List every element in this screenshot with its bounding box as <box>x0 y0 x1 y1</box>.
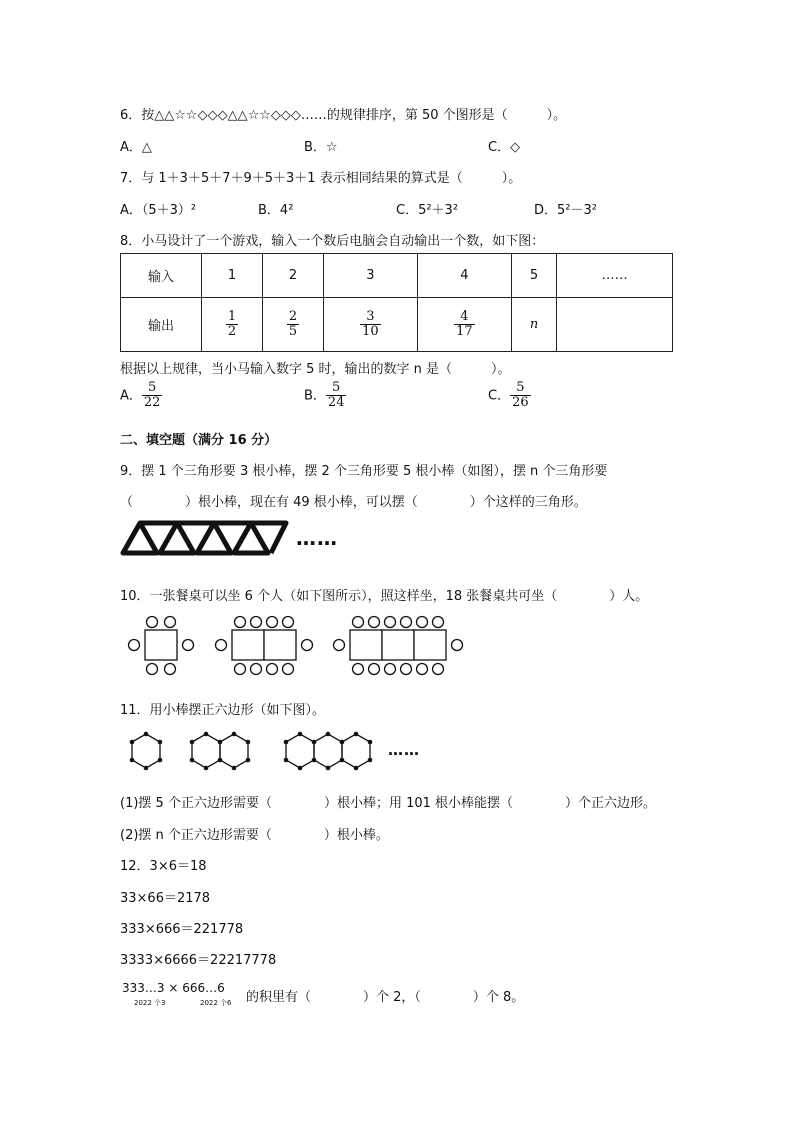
triangle-shape <box>234 523 268 553</box>
fraction <box>510 381 531 411</box>
q7-option-d: D．5²－3² <box>534 203 597 218</box>
seat-shape <box>401 617 412 628</box>
q8-option-a <box>120 381 162 411</box>
q6-text: 6．按△△☆☆◇◇◇△△☆☆◇◇◇……的规律排序，第 50 个图形是（ ）。 <box>120 108 567 123</box>
fraction <box>226 310 238 340</box>
table-shape <box>414 630 446 660</box>
q12-line: 333×666＝221778 <box>120 922 244 937</box>
input-cell: 5 <box>511 254 556 298</box>
io-output-row <box>121 298 673 352</box>
seat-shape <box>267 617 278 628</box>
denominator: 24 <box>327 395 345 411</box>
seat-shape <box>235 617 246 628</box>
seat-shape <box>385 664 396 675</box>
q7-text: 7．与 1＋3＋5＋7＋9＋5＋3＋1 表示相同结果的算式是（ ）。 <box>120 171 522 186</box>
seat-shape <box>147 664 158 675</box>
q12-line: 3333×6666＝22217778 <box>120 953 277 968</box>
seat-shape <box>353 664 364 675</box>
seat-shape <box>165 664 176 675</box>
seat-shape <box>401 664 412 675</box>
table-shape <box>145 630 177 660</box>
q12-sub-b: 2022 个6 <box>200 999 232 1007</box>
numerator: 2 <box>288 308 298 324</box>
seat-shape <box>417 617 428 628</box>
io-table <box>120 253 673 352</box>
q11-ellipsis: …… <box>388 741 420 759</box>
seat-shape <box>353 617 364 628</box>
q7-option-a: A．（5＋3）² <box>120 203 197 218</box>
denominator: 10 <box>362 324 379 339</box>
output-cell <box>202 298 263 352</box>
q11-sub2: (2)摆 n 个正六边形需要（ ）根小棒。 <box>120 828 389 843</box>
q7-option-b: B．4² <box>258 203 294 218</box>
triangle-shape <box>197 523 231 553</box>
seat-shape <box>417 664 428 675</box>
seat-shape <box>283 664 294 675</box>
q9-ellipsis: …… <box>296 526 338 550</box>
numerator: 4 <box>454 310 475 325</box>
q12-expr: 333…3 × 666…6 <box>122 981 225 995</box>
input-cell: 2 <box>262 254 323 298</box>
fraction <box>454 310 475 340</box>
denominator: 17 <box>456 324 473 339</box>
q9-line1: 9．摆 1 个三角形要 3 根小棒，摆 2 个三角形要 5 根小棒（如图），摆 n 个三角形要 <box>120 464 608 479</box>
denominator: 26 <box>512 395 529 411</box>
seat-shape <box>283 617 294 628</box>
triangle-shape <box>160 523 194 553</box>
q11-text: 11．用小棒摆正六边形（如下图）。 <box>120 703 326 718</box>
denominator: 2 <box>227 324 237 339</box>
seat-shape <box>216 640 227 651</box>
q12-line: 33×66＝2178 <box>120 891 211 906</box>
seat-shape <box>267 664 278 675</box>
triangle-shape <box>123 523 157 553</box>
seat-shape <box>183 640 194 651</box>
table-shape <box>232 630 264 660</box>
seat-shape <box>452 640 463 651</box>
q7-option-c: C．5²＋3² <box>396 203 459 218</box>
hexagon-shape <box>286 734 314 768</box>
option-label: A． <box>120 388 142 404</box>
q6-option-a: A．△ <box>120 140 152 155</box>
seat-shape <box>433 617 444 628</box>
section-title: 二、填空题（满分 16 分） <box>120 433 278 448</box>
q8-option-c <box>488 381 531 411</box>
numerator: 3 <box>360 310 381 325</box>
q8-followup: 根据以上规律，当小马输入数字 5 时，输出的数字 n 是（ ）。 <box>120 362 511 377</box>
denominator: 5 <box>288 324 298 339</box>
fraction <box>142 381 163 411</box>
seat-shape <box>251 664 262 675</box>
numerator: 5 <box>510 381 531 396</box>
seat-shape <box>433 664 444 675</box>
hexagon-shape <box>132 734 160 768</box>
q12-tail: 的积里有（ ）个 2，（ ）个 8。 <box>246 990 525 1005</box>
seat-shape <box>369 664 380 675</box>
output-cell-empty <box>557 298 673 352</box>
input-cell: …… <box>557 254 673 298</box>
q8-text: 8．小马设计了一个游戏，输入一个数后电脑会自动输出一个数，如下图： <box>120 234 545 249</box>
seat-shape <box>369 617 380 628</box>
seat-shape <box>129 640 140 651</box>
seat-shape <box>302 640 313 651</box>
io-input-row <box>121 254 673 298</box>
q6-option-c: C．◇ <box>488 140 521 155</box>
numerator: 1 <box>227 308 237 324</box>
table-shape <box>382 630 414 660</box>
hexagon-shape <box>342 734 370 768</box>
seat-shape <box>147 617 158 628</box>
input-cell: 1 <box>202 254 263 298</box>
numerator: 5 <box>326 381 347 396</box>
input-cell: 3 <box>323 254 417 298</box>
table-shape <box>264 630 296 660</box>
q11-sub1: (1)摆 5 个正六边形需要（ ）根小棒；用 101 根小棒能摆（ ）个正六边形。 <box>120 796 657 811</box>
table-shape <box>350 630 382 660</box>
q8-option-b <box>304 381 346 411</box>
q9-line2: （ ）根小棒，现在有 49 根小棒，可以摆（ ）个这样的三角形。 <box>120 495 587 510</box>
q12-line: 12．3×6＝18 <box>120 859 207 874</box>
hexagon-shape <box>192 734 220 768</box>
seat-shape <box>334 640 345 651</box>
fraction <box>287 310 299 340</box>
q12-sub-a: 2022 个3 <box>134 999 166 1007</box>
output-cell <box>417 298 511 352</box>
numerator: 5 <box>142 381 163 396</box>
hexagon-sticks-figure <box>122 728 387 776</box>
fraction <box>326 381 347 411</box>
q10-text: 10．一张餐桌可以坐 6 个人（如下图所示），照这样坐，18 张餐桌共可坐（ ）人。 <box>120 589 649 604</box>
dining-tables-figure <box>124 612 469 680</box>
q6-option-b: B．☆ <box>304 140 338 155</box>
hexagon-shape <box>220 734 248 768</box>
seat-shape <box>165 617 176 628</box>
triangle-sticks-figure <box>120 518 290 558</box>
input-label: 输入 <box>121 254 202 298</box>
output-cell <box>323 298 417 352</box>
denominator: 22 <box>143 395 161 411</box>
seat-shape <box>235 664 246 675</box>
output-cell: n <box>511 298 556 352</box>
option-label: C． <box>488 388 511 404</box>
input-cell: 4 <box>417 254 511 298</box>
hexagon-shape <box>314 734 342 768</box>
option-label: B． <box>304 388 326 404</box>
seat-shape <box>385 617 396 628</box>
seat-shape <box>251 617 262 628</box>
output-label: 输出 <box>121 298 202 352</box>
output-cell <box>262 298 323 352</box>
fraction <box>360 310 381 340</box>
